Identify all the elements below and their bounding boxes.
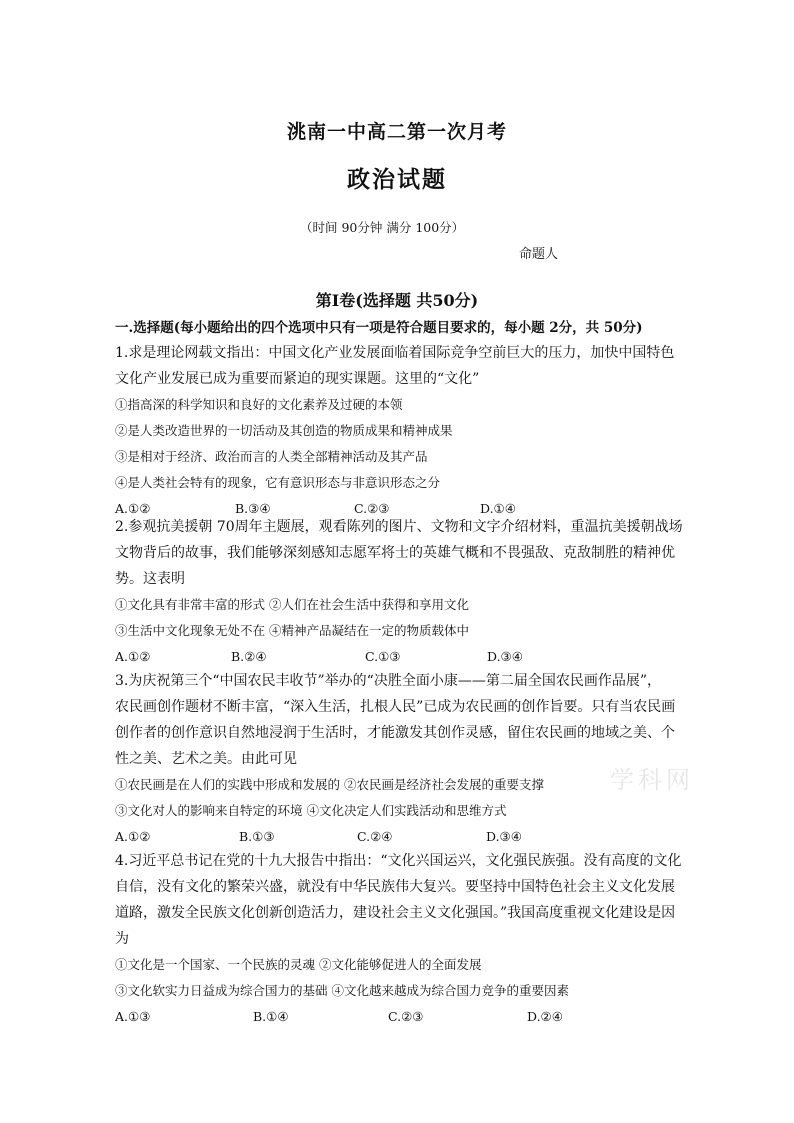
option-line: ③文化对人的影响来自特定的环境 ④文化决定人们实践活动和思维方式: [115, 803, 507, 818]
question-stem-line: 3.为庆祝第三个“中国农民丰收节”举办的“决胜全面小康——第二届全国农民画作品展”，: [115, 673, 661, 689]
question-stem-line: 1.求是理论网载文指出：中国文化产业发展面临着国际竞争空前巨大的压力，加快中国特色: [115, 345, 675, 361]
answer-choice-c: C.①③: [365, 649, 401, 664]
question-stem-line: 农民画创作题材不断丰富，“深入生活，扎根人民”已成为农民画的创作旨要。只有当农民画: [115, 699, 676, 715]
answer-choice-a: A.①②: [115, 829, 151, 844]
answer-choice-d: D.②④: [527, 1009, 563, 1024]
option-line: ②是人类改造世界的一切活动及其创造的物质成果和精神成果: [115, 423, 453, 438]
answer-choice-a: A.①②: [115, 649, 151, 664]
option-line: ①文化具有非常丰富的形式 ②人们在社会生活中获得和享用文化: [115, 597, 469, 612]
question-stem-line: 性之美、艺术之美。由此可见: [115, 751, 297, 767]
school-title: 洮南一中高二第一次月考: [286, 121, 507, 143]
part-title: 第Ⅰ卷(选择题 共50分): [315, 291, 479, 310]
answer-choice-d: D.①④: [480, 501, 516, 516]
answer-choices: [115, 1004, 685, 1030]
answer-choice-b: B.③④: [235, 501, 271, 516]
answer-choice-d: D.③④: [486, 829, 522, 844]
question-stem-line: 自信，没有文化的繁荣兴盛，就没有中华民族伟大复兴。要坚持中国特色社会主义文化发展: [115, 879, 675, 895]
option-line: ④是人类社会特有的现象，它有意识形态与非意识形态之分: [115, 475, 441, 490]
question-stem-line: 道路，激发全民族文化创新创造活力，建设社会主义文化强国。”我国高度重视文化建设是因: [115, 905, 676, 921]
option-line: ①文化是一个国家、一个民族的灵魂 ②文化能够促进人的全面发展: [115, 957, 482, 972]
answer-choice-c: C.②③: [354, 501, 390, 516]
answer-choice-b: B.②④: [231, 649, 267, 664]
answer-choice-a: A.①②: [115, 501, 151, 516]
question-4: [115, 848, 685, 1030]
answer-choices: [115, 824, 685, 850]
question-2: [115, 514, 685, 670]
answer-choice-b: B.①④: [253, 1009, 289, 1024]
question-stem-line: 文物背后的故事，我们能够深刻感知志愿军将士的英雄气概和不畏强敌、克敌制胜的精神优: [115, 545, 675, 561]
question-stem-line: 为: [115, 931, 129, 947]
answer-choices: [115, 644, 685, 670]
option-line: ③生活中文化现象无处不在 ④精神产品凝结在一定的物质载体中: [115, 623, 469, 638]
answer-choice-c: C.②③: [388, 1009, 424, 1024]
author-label: 命题人: [519, 247, 559, 262]
answer-choice-a: A.①③: [115, 1009, 151, 1024]
section-title: 一.选择题(每小题给出的四个选项中只有一项是符合题目要求的，每小题 2分，共 50分): [115, 320, 643, 336]
answer-choice-c: C.②④: [357, 829, 393, 844]
option-line: ①指高深的科学知识和良好的文化素养及过硬的本领: [115, 397, 403, 412]
answer-choice-b: B.①③: [239, 829, 275, 844]
option-line: ①农民画是在人们的实践中形成和发展的 ②农民画是经济社会发展的重要支撑: [115, 777, 544, 792]
question-stem-line: 2.参观抗美援朝 70周年主题展，观看陈列的图片、文物和文字介绍材料，重温抗美援朝战场: [115, 519, 683, 535]
answer-choice-d: D.③④: [487, 649, 523, 664]
option-line: ③文化软实力日益成为综合国力的基础 ④文化越来越成为综合国力竞争的重要因素: [115, 983, 569, 998]
question-stem-line: 势。这表明: [115, 571, 185, 587]
question-stem-line: 文化产业发展已成为重要而紧迫的现实课题。这里的“文化”: [115, 371, 480, 387]
question-1: [115, 340, 685, 522]
exam-info: （时间 90分钟 满分 100分）: [300, 220, 465, 235]
option-line: ③是相对于经济、政治而言的人类全部精神活动及其产品: [115, 449, 428, 464]
question-3: [115, 668, 685, 850]
question-stem-line: 4.习近平总书记在党的十九大报告中指出：“文化兴国运兴，文化强民族强。没有高度的文化: [115, 853, 682, 869]
question-stem-line: 创作者的创作意识自然地浸润于生活时，才能激发其创作灵感，留住农民画的地域之美、个: [115, 725, 675, 741]
subject-title: 政治试题: [347, 166, 447, 193]
watermark: 学科网: [610, 766, 694, 794]
